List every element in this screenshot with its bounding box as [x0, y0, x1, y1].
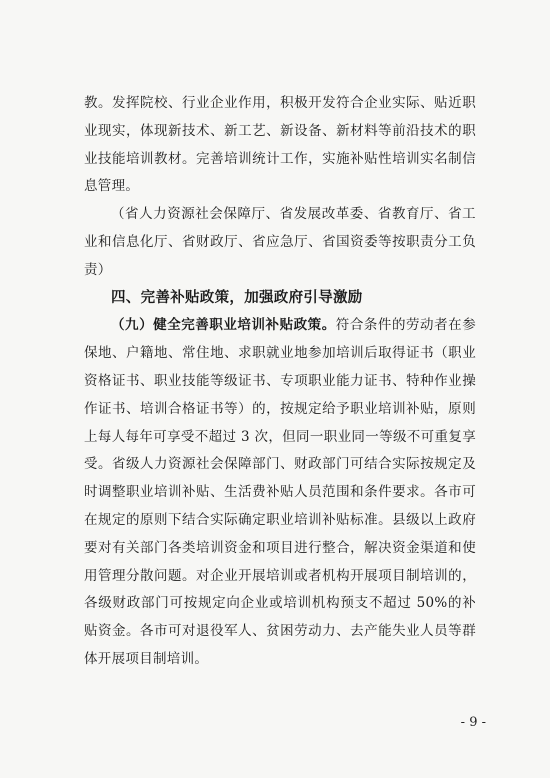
section-heading: 四、完善补贴政策，加强政府引导激励	[111, 289, 363, 306]
paragraph-continuation: 教。发挥院校、行业企业作用，积极开发符合企业实际、贴近职业现实，体现新技术、新工艺、新设备、新材料等前沿技术的职业技能培训教材。完善培训统计工作，实施补贴性培训实名制信息管理。	[84, 95, 476, 195]
item-9-paragraph	[84, 312, 476, 673]
page-number: - 9 -	[460, 715, 486, 730]
item-9-body: 符合条件的劳动者在参保地、户籍地、常住地、求职就业地参加培训后取得证书（职业资格证书、职业技能等级证书、专项职业能力证书、特种作业操作证书、培训合格证书等）的，按规定给予职业培训补贴，原则上每人每年可享受不超过 3 次，但同一职业同一等级不可重复享受。省级人力资源社会保障部门、财政部门可结合实际按规定及时调整职业培训补贴、生活费补贴人员范围和条件要求。各市可在规定的原则下结合实际确定职业培训补贴标准。县级以上政府要对有关部门各类培训资金和项目进行整合，解决资金渠道和使用管理分散问题。对企业开展培训或者机构开展项目制培训的，各级财政部门可按规定向企业或培训机构预支不超过 50%的补贴资金。各市可对退役军人、贫困劳动力、去产能失业人员等群体开展项目制培训。	[84, 317, 476, 667]
responsibility-note: （省人力资源社会保障厅、省发展改革委、省教育厅、省工业和信息化厅、省财政厅、省应急厅、省国资委等按职责分工负责）	[84, 206, 476, 278]
document-body	[84, 90, 476, 674]
item-9-lead: （九）健全完善职业培训补贴政策。	[111, 317, 336, 334]
